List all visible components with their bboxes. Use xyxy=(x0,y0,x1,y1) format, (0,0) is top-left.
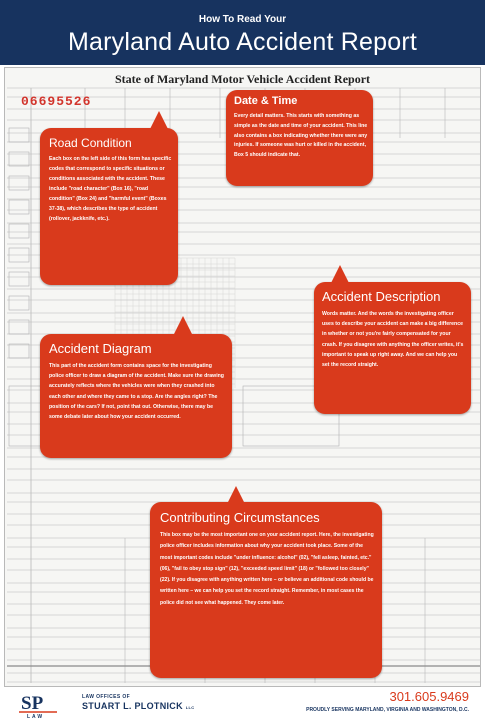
contributing-circumstances-heading: Contributing Circumstances xyxy=(160,510,320,525)
date-time-callout xyxy=(226,90,373,186)
accident-description-pointer xyxy=(331,265,349,283)
phone-number[interactable]: 301.605.9469 xyxy=(389,689,469,704)
logo-letters: SP xyxy=(21,693,44,714)
title-banner xyxy=(0,0,485,65)
form-title: State of Maryland Motor Vehicle Accident Report xyxy=(114,72,371,86)
firm-prefix: LAW OFFICES OF xyxy=(82,694,131,700)
accident-description-callout xyxy=(314,282,471,414)
contributing-circumstances-body: This box may be the most important one on your accident report. Here, the investigating police officer includes information about why your accident took place. Some of the most important codes include "under influence: alcohol" (02), "fell asleep, fainted, etc." (06), "fail to obey stop sign" (12), "exceeded speed limit" (18) or "followed too closely" (22). If you disagree with anything written here – or believe an additional code should be written here – we can help you set the record straight. Remember, in most cases the police did not see what happened. They come later. xyxy=(160,532,374,606)
accident-description-heading: Accident Description xyxy=(322,289,441,304)
form-box xyxy=(9,296,29,310)
firm-logo xyxy=(18,691,58,719)
banner-subtitle: How To Read Your xyxy=(198,14,287,25)
date-time-heading: Date & Time xyxy=(234,95,298,107)
road-condition-pointer xyxy=(150,111,168,129)
logo-subtext: LAW xyxy=(27,714,45,719)
road-condition-heading: Road Condition xyxy=(49,136,132,150)
accident-diagram-callout xyxy=(40,334,232,458)
form-box xyxy=(9,224,29,238)
road-condition-callout xyxy=(40,128,178,285)
service-area: PROUDLY SERVING MARYLAND, VIRGINIA AND WASHINGTON, D.C. xyxy=(306,707,469,713)
accident-diagram-heading: Accident Diagram xyxy=(49,341,152,356)
contributing-circumstances-pointer xyxy=(227,486,245,504)
accident-description-body: Words matter. And the words the investigating officer uses to describe your accident can make a big difference in whether or not you're fairly compensated for your crash. If you disagree with anything the officer writes, it's important to speak up right away. And we can help you set the record straight. xyxy=(322,311,464,369)
date-time-body: Every detail matters. This starts with something as simple as the date and time of your accident. This line also contains a box indicating whether there were any injuries. If someone was hurt or killed in the accident, Box 5 should indicate that. xyxy=(234,113,368,159)
form-box xyxy=(9,272,29,286)
form-box xyxy=(9,344,29,358)
accident-diagram-body: This part of the accident form contains space for the investigating police officer to draw a diagram of the accident. Make sure the drawing accurately reflects where the vehicles were when they crashed into each other and where they came to a stop. Are the angles right? The position of the cars? If not, point that out. Otherwise, there may be some debate later about how your accident occurred. xyxy=(49,363,224,421)
firm-name-line xyxy=(82,701,194,711)
contributing-circumstances-callout xyxy=(150,502,382,678)
report-number: 06695526 xyxy=(21,94,92,109)
firm-suffix: LLC xyxy=(185,705,195,710)
footer xyxy=(0,688,485,724)
form-box xyxy=(9,128,29,142)
form-box xyxy=(9,200,29,214)
firm-name: STUART L. PLOTNICK xyxy=(82,701,183,711)
banner-title: Maryland Auto Accident Report xyxy=(67,28,418,56)
accident-diagram-pointer xyxy=(174,316,192,334)
road-condition-body: Each box on the left side of this form has specific codes that correspond to specific situations or conditions associated with the accident. These include "road character" (Box 16), "road condition" (Box 24) and "harmful event" (Boxes 37-38), which describes the type of accident (rollover, jackknife, etc.). xyxy=(49,156,172,222)
